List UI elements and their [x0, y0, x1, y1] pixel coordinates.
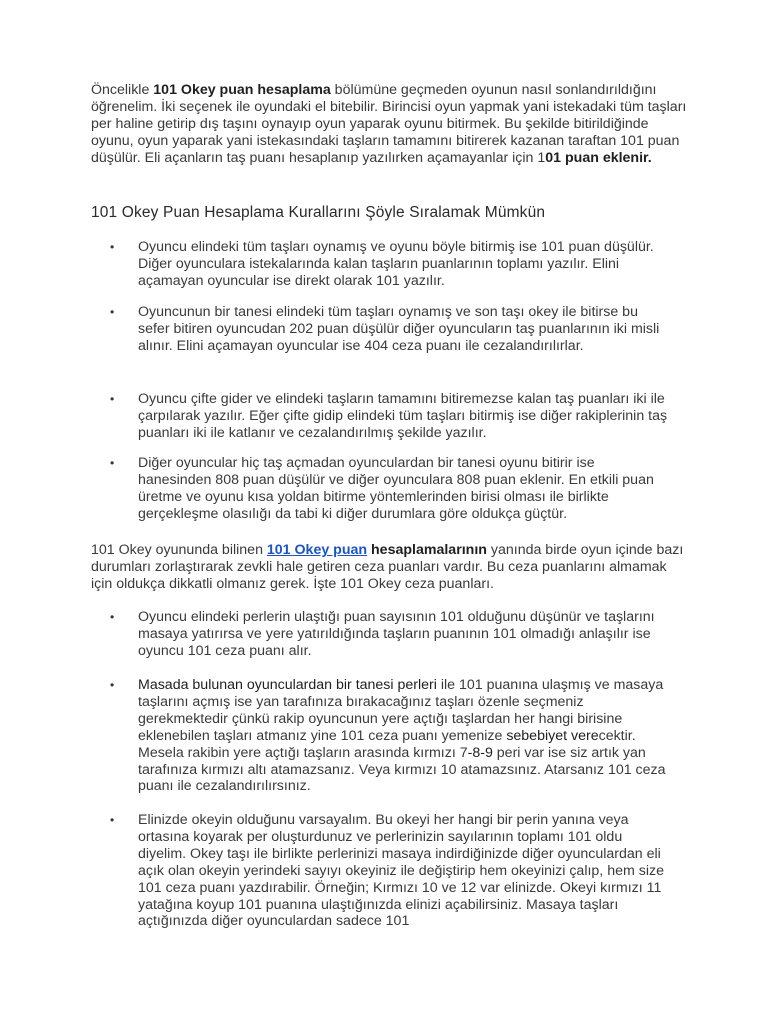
- penalty-intro-paragraph: [91, 542, 691, 593]
- item-text-3: peri var ise siz artık yan tarafınıza kırmızı altı atamazsanız. Veya kırmızı 10 atamazsınız. Atarsanız 101 ceza puanı ile cezalandırılırsınız.: [138, 744, 666, 795]
- okey-puan-link[interactable]: 101 Okey puan: [266, 542, 368, 558]
- list-item: • Oyuncu çifte gider ve elindeki taşların tamamını bitiremezse kalan taş puanları iki ile çarpılarak yazılır. Eğer çifte gidip elindeki tüm taşları bitirmiş ise diğer rakiplerinin taş puanları iki ile katlanır ve cezalandırılmış şekilde yazılır.: [108, 391, 668, 455]
- list-item: • Oyuncu elindeki tüm taşları oynamış ve oyunu böyle bitirmiş ise 101 puan düşülür. Diğer oyunculara istekalarında kalan taşların puanlarının toplamı yazılır. Elini açamayan oyuncular ise direkt olarak 101 yazılır.: [108, 239, 668, 304]
- penalty-list: [108, 609, 668, 930]
- section-heading: 101 Okey Puan Hesaplama Kurallarını Şöyle Sıralamak Mümkün: [91, 204, 546, 221]
- intro-text-2: bölümüne geçmeden oyunun nasıl sonlandırıldığını öğrenelim. İki seçenek ile oyundaki el bitebilir. Birincisi oyun yapmak yani istekadaki tüm taşları per haline getirip dış taşını oynayıp oyun yaparak oyunu bitirmek. Bu şekilde bitirildiğinde oyunu, oyun yaparak yani istekasındaki taşların tamamını bitirerek kazanan taraftan 101 puan düşülür. Eli açanların taş puanı hesaplanıp yazılırken açamayanlar için 1: [91, 82, 687, 166]
- list-item: • Oyuncunun bir tanesi elindeki tüm taşları oynamış ve son taşı okey ile bitirse bu sefer bitiren oyuncudan 202 puan düşülür diğer oyuncuların taş puanlarının iki misli alınır. Elini açamayan oyuncular ise 404 ceza puanı ile cezalandırılırlar.: [108, 304, 668, 391]
- list-item: • Oyuncu elindeki perlerin ulaştığı puan sayısının 101 olduğunu düşünür ve taşlarını masaya yatırırsa ve yere yatırıldığında taşların puanının 101 olmadığı anlaşılır ise oyuncu 101 ceza puanı alır.: [108, 609, 668, 677]
- penalty-intro-text-1: 101 Okey oyununda bilinen: [91, 542, 267, 558]
- item-dark-text-2: sebebiyet vere: [506, 727, 599, 744]
- penalty-intro-bold: hesaplamalarının: [371, 542, 487, 558]
- item-text-1: ile 101 puanına ulaşmış ve masaya taşlarını açmış ise yan tarafınıza bırakacağınız taşları özenle seçmeniz gerekmektedir çünkü rakip oyuncunun yere açtığı taşlardan her hangi birisine eklenebilen taşları atmanız yine 101 ceza puanı yemenize: [138, 677, 664, 744]
- penalty-intro-text-2: yanında birde oyun içinde bazı durumları zorlaştırarak zevkli hale getiren ceza puanları vardır. Bu ceza puanlarını almamak için oldukça dikkatli olmanız gerek. İşte 101 Okey ceza puanları.: [91, 542, 684, 592]
- list-item: • Diğer oyuncular hiç taş açmadan oyunculardan bir tanesi oyunu bitirir ise hanesinden 808 puan düşülür ve diğer oyunculara 808 puan eklenir. En etkili puan üretme ve oyunu kısa yoldan bitirme yöntemlerinden birisi olması ile birlikte gerçekleşme olasılığı da tabi ki diğer durumlara göre oldukça güçtür.: [108, 455, 668, 523]
- intro-text-1: Öncelikle: [91, 82, 154, 98]
- item-dark-text-1: Masada bulunan oyunculardan bir tanesi perleri: [138, 677, 437, 693]
- item-text-2: cektir. Mesela rakibin yere açtığı taşların arasında kırmızı 7: [138, 727, 636, 761]
- list-item: • Elinizde okeyin olduğunu varsayalım. Bu okeyi her hangi bir perin yanına veya ortasına koyarak per oluşturdunuz ve perlerinizin sayılarının toplamı 101 oldu diyelim. Okey taşı ile birlikte perlerinizi masaya indirdiğinizde diğer oyunculardan eli açık olan okeyin yerindeki sayıyı okeyiniz ile değiştirip hem okeyinizi çalıp, hem size 101 ceza puanı yazdırabilir. Örneğin; Kırmızı 10 ve 12 var elinizde. Okeyi kırmızı 11 yatağına koyup 101 puanına ulaştığınızda elinizi açabilirsiniz. Masaya taşları açtığınızda diğer oyunculardan sadece 101: [108, 812, 668, 930]
- item-dark-text-3: -8-9: [467, 744, 493, 761]
- intro-bold-keyword: 101 Okey puan hesaplama: [153, 82, 331, 98]
- rules-list: [108, 239, 668, 523]
- intro-paragraph: [91, 82, 691, 167]
- intro-bold-ending: 01 puan eklenir.: [545, 149, 652, 166]
- list-item: [108, 677, 668, 812]
